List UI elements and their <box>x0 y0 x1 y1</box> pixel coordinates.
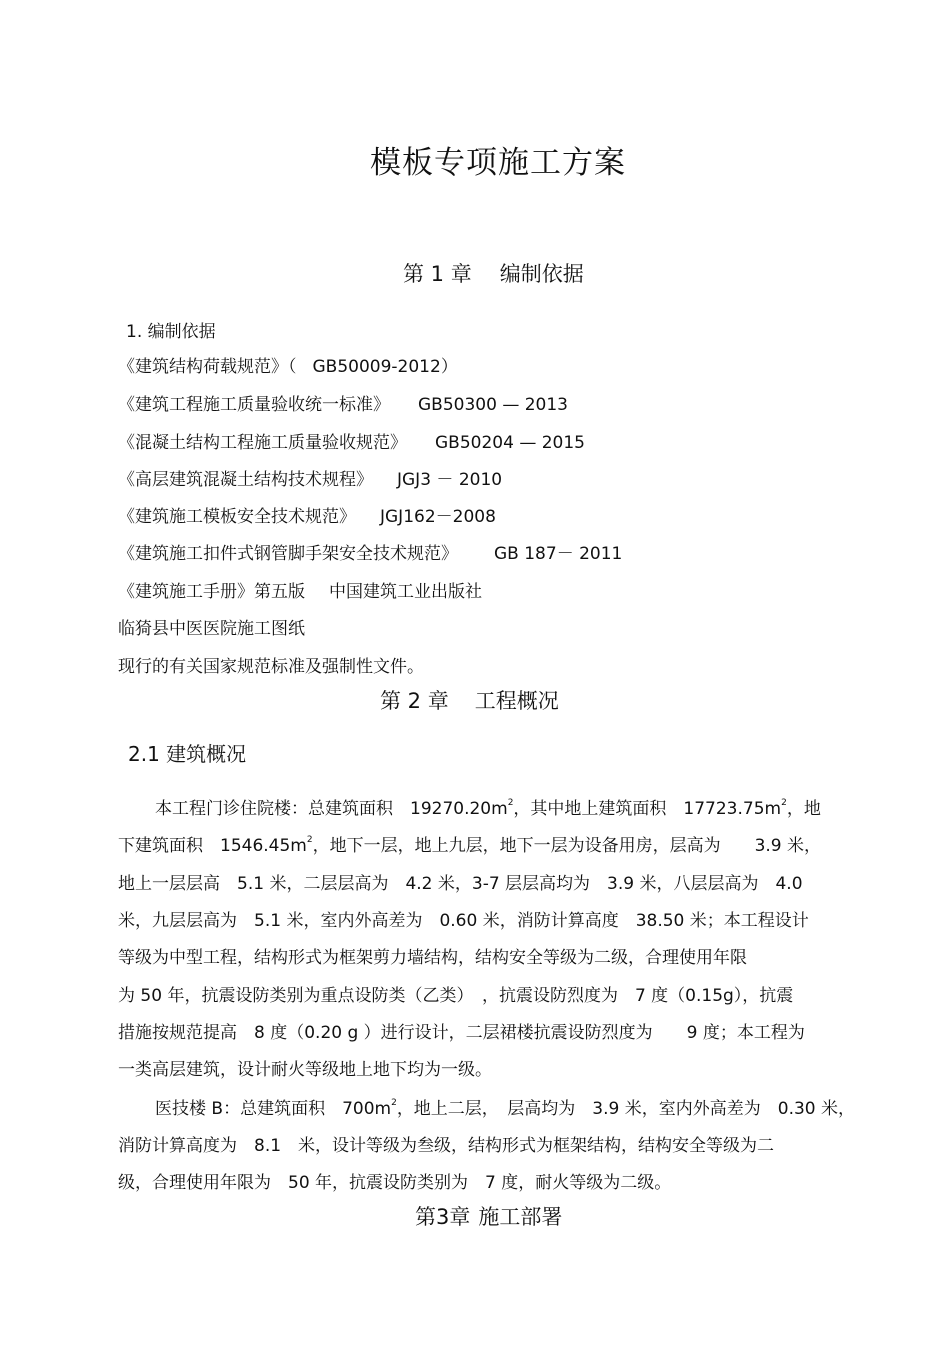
line-text: ，其中地上建筑面积 17723.75m <box>513 799 782 819</box>
superscript: 2 <box>391 1098 397 1108</box>
reference-code: GB 187－ 2011 <box>494 544 623 564</box>
reference-item <box>118 390 568 415</box>
paragraph-line <box>118 831 821 856</box>
paragraph-line: 消防计算高度为 8.1 米，设计等级为叁级，结构形式为框架结构，结构安全等级为二 <box>118 1136 775 1156</box>
section21-heading: 2.1 建筑概况 <box>128 742 247 766</box>
chapter2-number: 第 2 章 <box>380 689 449 713</box>
reference-name: 《高层建筑混凝土结构技术规程》 <box>118 470 373 490</box>
chapter2-heading <box>380 685 559 715</box>
reference-item <box>118 502 496 527</box>
line-text: ，地下一层，地上九层，地下一层为设备用房，层高为 3.9 米， <box>312 836 822 856</box>
line-text: 下建筑面积 1546.45m <box>118 836 307 856</box>
reference-code: JGJ3 － 2010 <box>397 470 503 490</box>
line-text: ，地上二层， 层高均为 3.9 米，室内外高差为 0.30 米， <box>396 1099 856 1119</box>
reference-name: 《建筑施工模板安全技术规范》 <box>118 507 356 527</box>
reference-item <box>118 352 458 377</box>
paragraph-line: 级，合理使用年限为 50 年，抗震设防类别为 7 度，耐火等级为二级。 <box>118 1173 672 1193</box>
superscript: 2 <box>781 798 787 808</box>
reference-item <box>118 465 502 490</box>
reference-item <box>118 577 482 602</box>
chapter1-heading <box>403 258 584 288</box>
document-title: 模板专项施工方案 <box>370 145 626 181</box>
line-text: 医技楼 B：总建筑面积 700m <box>155 1099 392 1119</box>
reference-item <box>118 539 622 564</box>
superscript: 2 <box>507 798 514 808</box>
reference-code: GB50009-2012） <box>312 357 458 377</box>
paragraph-line <box>155 1094 855 1119</box>
paragraph-line: 措施按规范提高 8 度（0.20 g ）进行设计，二层裙楼抗震设防烈度为 9 度；本工程为 <box>118 1023 805 1043</box>
paragraph-line: 等级为中型工程，结构形式为框架剪力墙结构，结构安全等级为二级，合理使用年限 <box>118 948 747 968</box>
chapter1-number: 第 1 章 <box>403 262 472 286</box>
paragraph-line: 一类高层建筑，设计耐火等级地上地下均为一级。 <box>118 1060 492 1080</box>
reference-item: 临猗县中医医院施工图纸 <box>118 619 305 639</box>
chapter3-title: 施工部署 <box>478 1205 563 1229</box>
reference-name: 《混凝土结构工程施工质量验收规范》 <box>118 433 407 453</box>
superscript: 2 <box>306 835 313 845</box>
line-text: 本工程门诊住院楼：总建筑面积 19270.20m <box>155 799 508 819</box>
reference-publisher: 中国建筑工业出版社 <box>329 582 482 602</box>
reference-code: JGJ162－2008 <box>380 507 496 527</box>
paragraph-line <box>155 794 821 819</box>
reference-name: 《建筑施工手册》第五版 <box>118 582 305 602</box>
line-text: ，地 <box>786 799 821 819</box>
reference-name: 《建筑工程施工质量验收统一标准》 <box>118 395 390 415</box>
section1-heading: 1. 编制依据 <box>126 322 216 342</box>
reference-name: 《建筑结构荷载规范》（ <box>118 357 297 377</box>
paragraph-line: 地上一层层高 5.1 米，二层层高为 4.2 米，3-7 层层高均为 3.9 米，八层层高为 4.0 <box>118 874 803 894</box>
paragraph-line: 米，九层层高为 5.1 米，室内外高差为 0.60 米，消防计算高度 38.50 米；本工程设计 <box>118 911 809 931</box>
reference-code: GB50204 — 2015 <box>435 433 585 453</box>
chapter2-title: 工程概况 <box>474 689 559 713</box>
reference-item <box>118 428 585 453</box>
chapter1-title: 编制依据 <box>499 262 584 286</box>
reference-item: 现行的有关国家规范标准及强制性文件。 <box>118 657 424 677</box>
chapter3-heading <box>415 1201 562 1231</box>
reference-code: GB50300 — 2013 <box>418 395 568 415</box>
chapter3-number: 第3章 <box>415 1205 471 1229</box>
paragraph-line: 为 50 年，抗震设防类别为重点设防类（乙类） ，抗震设防烈度为 7 度（0.15g），抗震 <box>118 986 794 1006</box>
reference-name: 《建筑施工扣件式钢管脚手架安全技术规范》 <box>118 544 458 564</box>
